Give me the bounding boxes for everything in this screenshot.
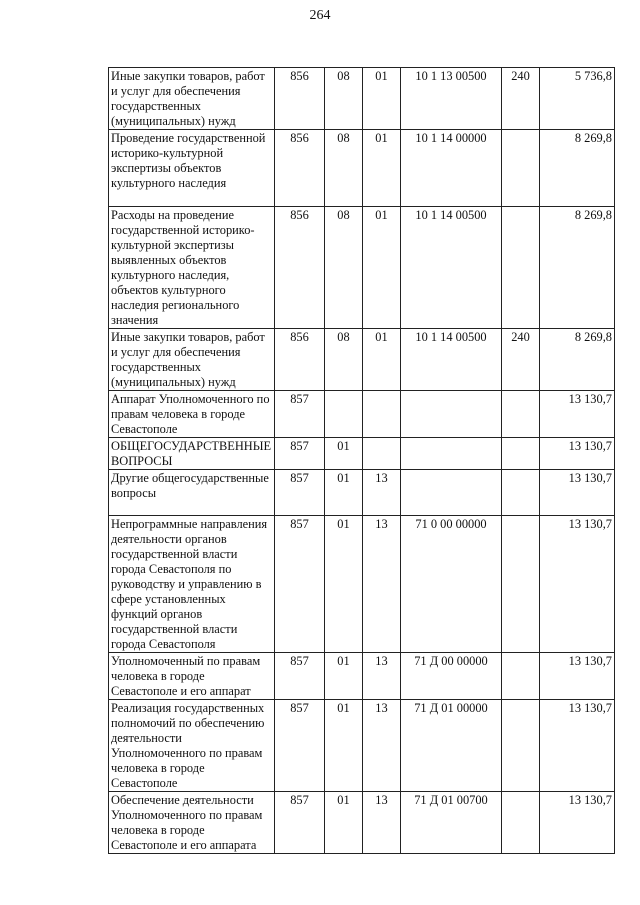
row-section-cell: 08 bbox=[325, 68, 363, 130]
row-name-cell: Уполномоченный по правам человека в городе Севастополе и его аппарат bbox=[109, 653, 275, 700]
row-subsection-cell: 13 bbox=[363, 792, 401, 854]
row-amount-cell: 5 736,8 bbox=[540, 68, 615, 130]
row-target-code-cell: 71 Д 01 00000 bbox=[401, 700, 502, 792]
row-subsection-cell: 13 bbox=[363, 700, 401, 792]
row-section-cell bbox=[325, 391, 363, 438]
row-name-cell: Иные закупки товаров, работ и услуг для обеспечения государственных (муниципальных) нужд bbox=[109, 68, 275, 130]
table-body bbox=[109, 68, 615, 854]
table-row bbox=[109, 130, 615, 207]
row-subsection-cell: 13 bbox=[363, 516, 401, 653]
row-target-code-cell: 10 1 14 00000 bbox=[401, 130, 502, 207]
row-section-cell: 08 bbox=[325, 329, 363, 391]
row-expense-type-cell bbox=[502, 653, 540, 700]
row-section-cell: 08 bbox=[325, 207, 363, 329]
row-subsection-cell: 01 bbox=[363, 130, 401, 207]
row-amount-cell: 13 130,7 bbox=[540, 700, 615, 792]
row-target-code-cell: 10 1 14 00500 bbox=[401, 207, 502, 329]
row-expense-type-cell bbox=[502, 700, 540, 792]
row-target-code-cell bbox=[401, 391, 502, 438]
row-name-cell: Непрограммные направления деятельности органов государственной власти города Севастополя по руководству и управлению в сфере установленных функций органов государственной власти города Севастополя bbox=[109, 516, 275, 653]
row-amount-cell: 13 130,7 bbox=[540, 516, 615, 653]
row-target-code-cell: 71 Д 00 00000 bbox=[401, 653, 502, 700]
table-row bbox=[109, 438, 615, 470]
row-amount-cell: 13 130,7 bbox=[540, 470, 615, 516]
row-expense-type-cell bbox=[502, 792, 540, 854]
row-admin-code-cell: 856 bbox=[275, 329, 325, 391]
table-row bbox=[109, 470, 615, 516]
table-row bbox=[109, 329, 615, 391]
table-row bbox=[109, 792, 615, 854]
row-section-cell: 01 bbox=[325, 792, 363, 854]
row-section-cell: 01 bbox=[325, 438, 363, 470]
row-admin-code-cell: 856 bbox=[275, 68, 325, 130]
row-expense-type-cell bbox=[502, 391, 540, 438]
row-expense-type-cell: 240 bbox=[502, 329, 540, 391]
row-subsection-cell: 01 bbox=[363, 68, 401, 130]
row-name-cell: ОБЩЕГОСУДАРСТВЕННЫЕ ВОПРОСЫ bbox=[109, 438, 275, 470]
row-subsection-cell: 01 bbox=[363, 207, 401, 329]
row-name-cell: Расходы на проведение государственной историко-культурной экспертизы выявленных объектов культурного наследия, объектов культурного наследия регионального значения bbox=[109, 207, 275, 329]
table-row bbox=[109, 68, 615, 130]
row-target-code-cell: 10 1 14 00500 bbox=[401, 329, 502, 391]
row-admin-code-cell: 857 bbox=[275, 391, 325, 438]
row-admin-code-cell: 857 bbox=[275, 516, 325, 653]
row-admin-code-cell: 857 bbox=[275, 470, 325, 516]
row-section-cell: 01 bbox=[325, 516, 363, 653]
row-target-code-cell: 10 1 13 00500 bbox=[401, 68, 502, 130]
row-target-code-cell bbox=[401, 470, 502, 516]
row-amount-cell: 13 130,7 bbox=[540, 391, 615, 438]
row-subsection-cell: 13 bbox=[363, 653, 401, 700]
table-row bbox=[109, 653, 615, 700]
row-admin-code-cell: 857 bbox=[275, 700, 325, 792]
table-row bbox=[109, 700, 615, 792]
row-subsection-cell bbox=[363, 438, 401, 470]
table-row bbox=[109, 207, 615, 329]
row-name-cell: Реализация государственных полномочий по обеспечению деятельности Уполномоченного по правам человека в городе Севастополе bbox=[109, 700, 275, 792]
table-row bbox=[109, 516, 615, 653]
row-expense-type-cell: 240 bbox=[502, 68, 540, 130]
row-name-cell: Проведение государственной историко-культурной экспертизы объектов культурного наследия bbox=[109, 130, 275, 207]
row-expense-type-cell bbox=[502, 207, 540, 329]
row-target-code-cell bbox=[401, 438, 502, 470]
row-section-cell: 01 bbox=[325, 653, 363, 700]
row-admin-code-cell: 857 bbox=[275, 792, 325, 854]
row-amount-cell: 13 130,7 bbox=[540, 438, 615, 470]
row-subsection-cell bbox=[363, 391, 401, 438]
row-admin-code-cell: 857 bbox=[275, 438, 325, 470]
row-target-code-cell: 71 0 00 00000 bbox=[401, 516, 502, 653]
row-subsection-cell: 01 bbox=[363, 329, 401, 391]
row-name-cell: Другие общегосударственные вопросы bbox=[109, 470, 275, 516]
row-section-cell: 01 bbox=[325, 470, 363, 516]
row-section-cell: 08 bbox=[325, 130, 363, 207]
row-admin-code-cell: 857 bbox=[275, 653, 325, 700]
page-number: 264 bbox=[309, 8, 331, 23]
row-admin-code-cell: 856 bbox=[275, 207, 325, 329]
row-expense-type-cell bbox=[502, 470, 540, 516]
row-section-cell: 01 bbox=[325, 700, 363, 792]
row-amount-cell: 13 130,7 bbox=[540, 792, 615, 854]
row-name-cell: Обеспечение деятельности Уполномоченного по правам человека в городе Севастополе и его аппарата bbox=[109, 792, 275, 854]
row-expense-type-cell bbox=[502, 130, 540, 207]
row-amount-cell: 8 269,8 bbox=[540, 130, 615, 207]
row-name-cell: Иные закупки товаров, работ и услуг для обеспечения государственных (муниципальных) нужд bbox=[109, 329, 275, 391]
row-subsection-cell: 13 bbox=[363, 470, 401, 516]
budget-table bbox=[108, 67, 615, 854]
row-expense-type-cell bbox=[502, 516, 540, 653]
table-row bbox=[109, 391, 615, 438]
row-admin-code-cell: 856 bbox=[275, 130, 325, 207]
row-amount-cell: 8 269,8 bbox=[540, 329, 615, 391]
row-target-code-cell: 71 Д 01 00700 bbox=[401, 792, 502, 854]
row-amount-cell: 13 130,7 bbox=[540, 653, 615, 700]
row-expense-type-cell bbox=[502, 438, 540, 470]
row-name-cell: Аппарат Уполномоченного по правам человека в городе Севастополе bbox=[109, 391, 275, 438]
row-amount-cell: 8 269,8 bbox=[540, 207, 615, 329]
